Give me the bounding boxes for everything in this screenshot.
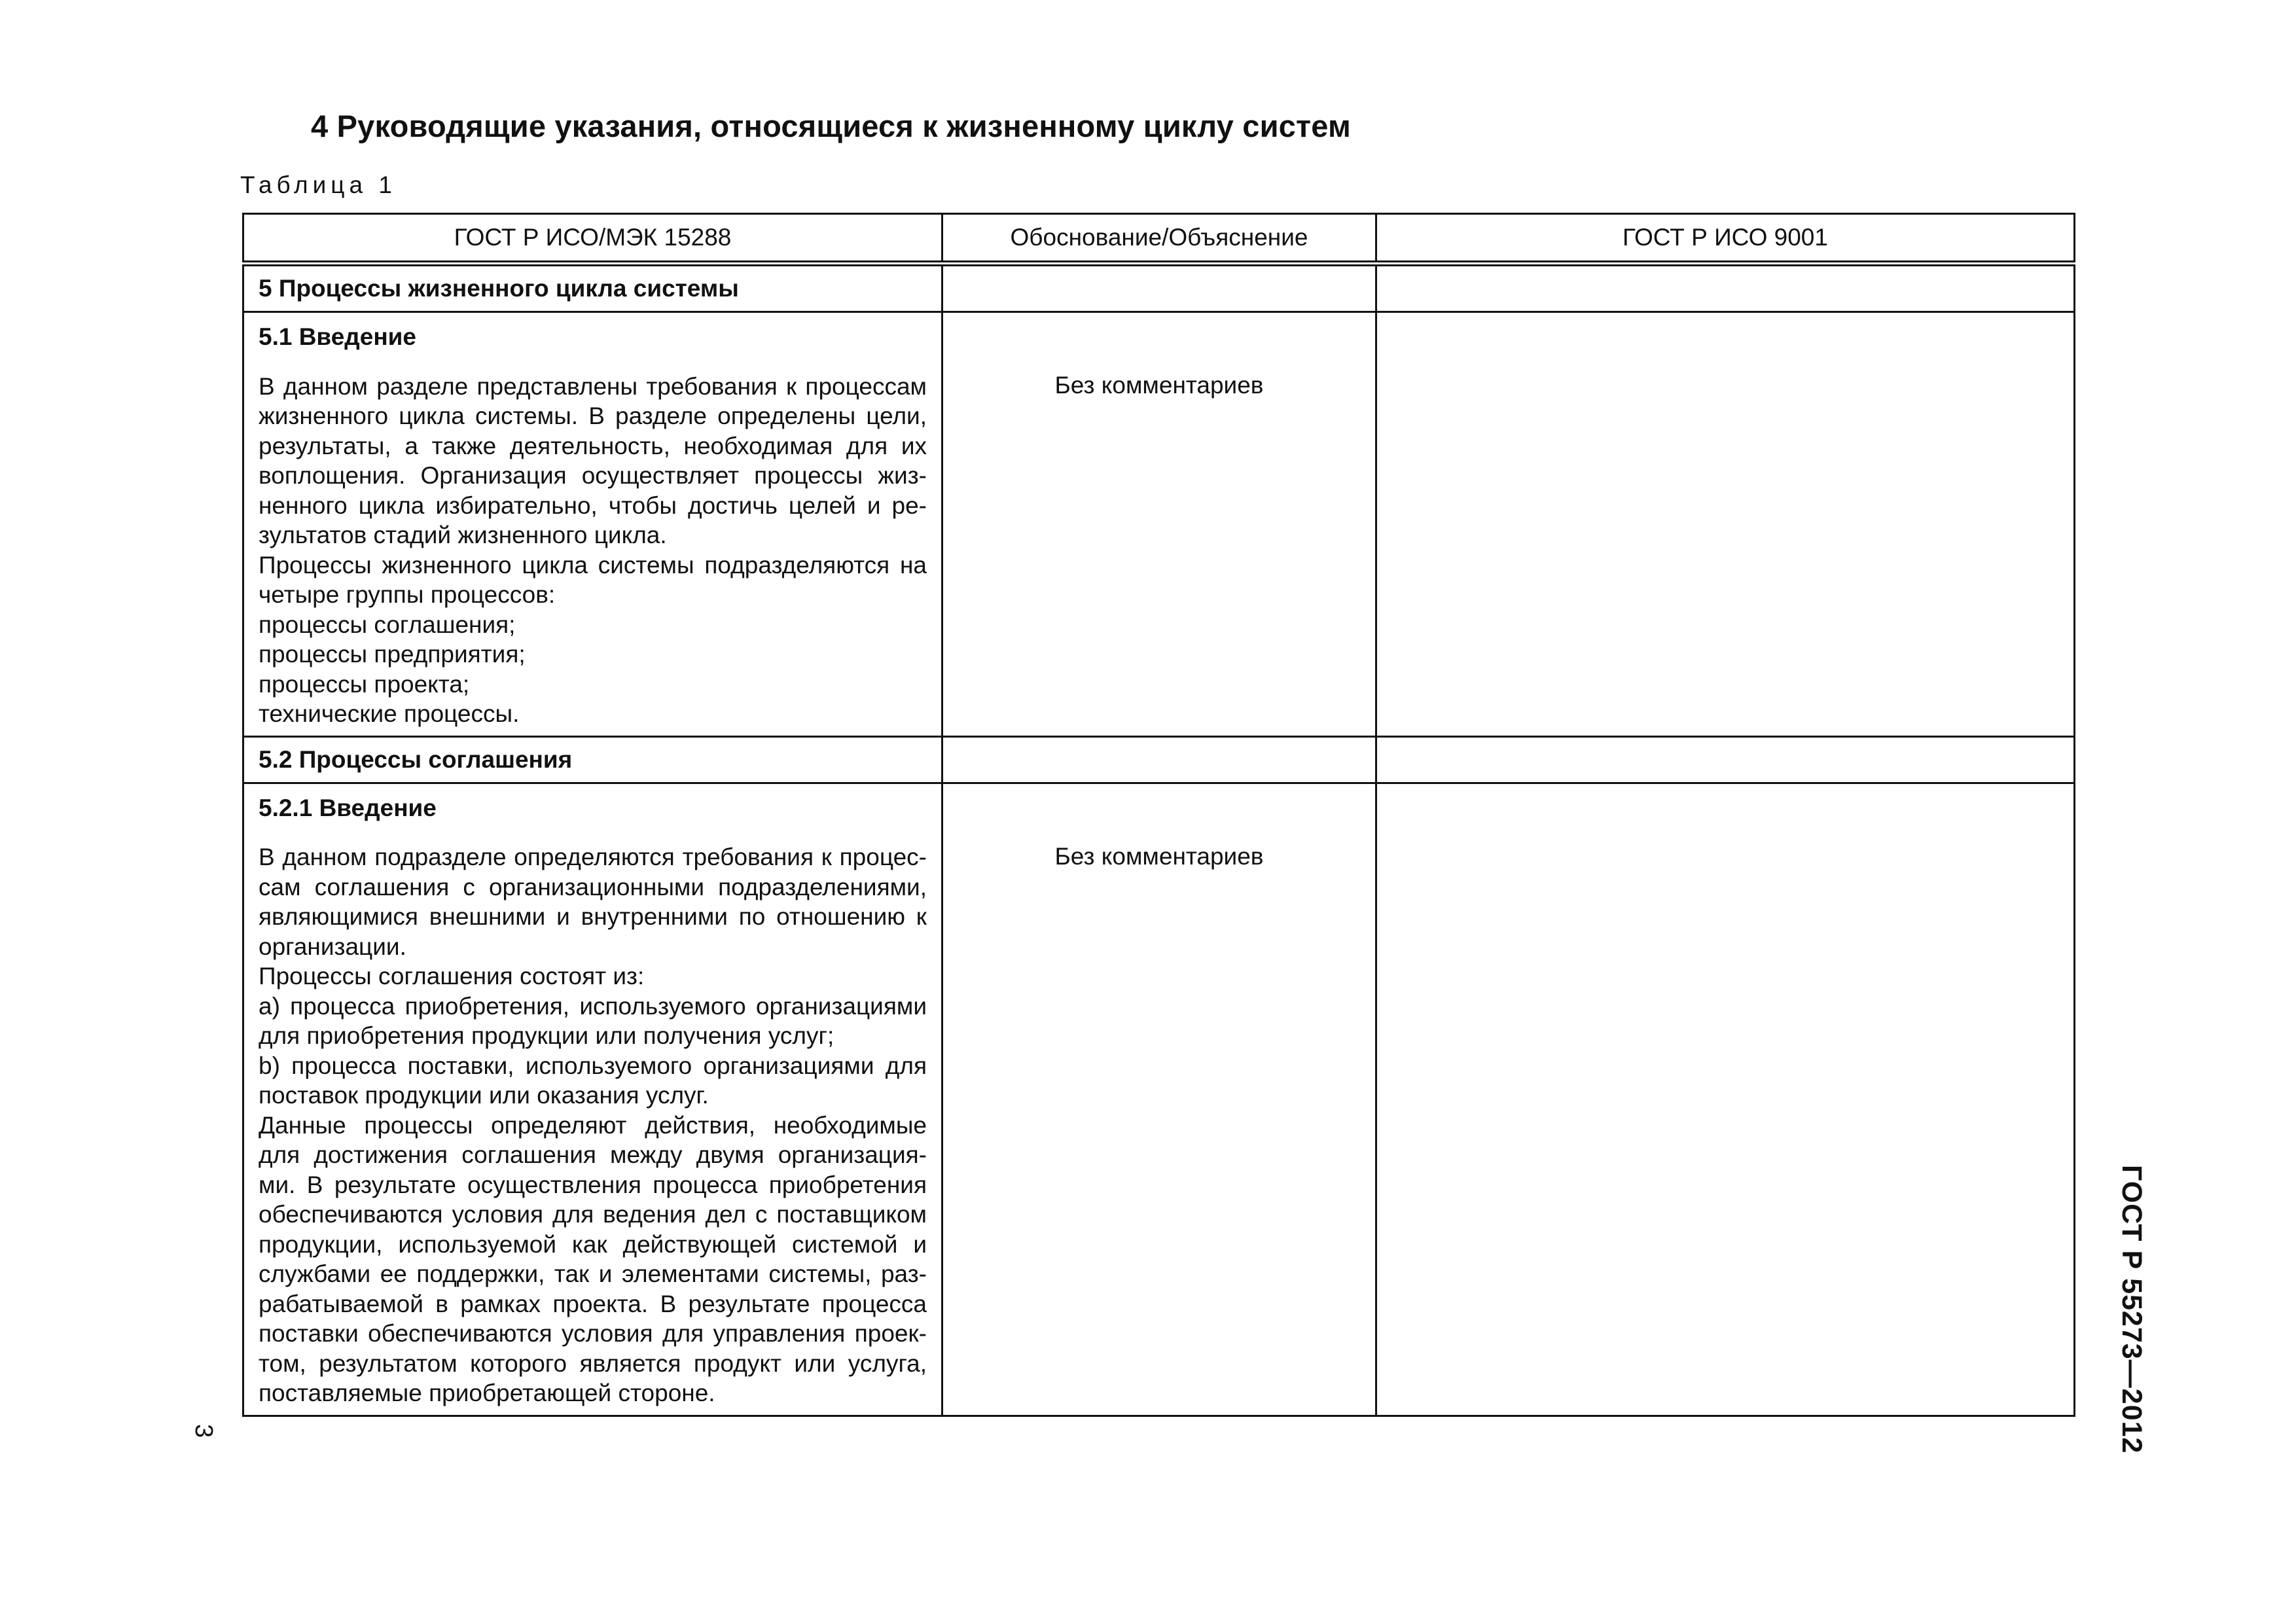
standard-code: ГОСТ Р 55273—2012 <box>2116 1165 2147 1454</box>
empty-cell <box>1376 264 2075 312</box>
table-header-row <box>243 214 2075 264</box>
header-gost-9001: ГОСТ Р ИСО 9001 <box>1376 214 2075 264</box>
table-row <box>243 312 2075 737</box>
table-row <box>243 736 2075 783</box>
list-item: процессы предприятия; <box>259 641 526 668</box>
section-title-cell <box>243 736 942 783</box>
comment-cell <box>942 312 1376 737</box>
clause-title: 5.1 Введение <box>259 323 417 350</box>
section-title: 5.2 Процессы соглашения <box>259 745 573 773</box>
clause-paragraph: Процессы жизненного цикла системы подразделяются на четыре группы процессов: <box>259 551 927 608</box>
comment-text: Без комментариев <box>1054 372 1264 399</box>
table-caption: Таблица 1 <box>240 171 397 198</box>
list-item: технические процессы. <box>259 700 520 727</box>
list-item: процессы проекта; <box>259 670 470 698</box>
list-item: a) процесса приобретения, используемого организациями для приобретения продукции или получения услуг; <box>259 992 927 1049</box>
comment-text: Без комментариев <box>1054 842 1264 870</box>
empty-cell <box>1376 736 2075 783</box>
comment-cell <box>942 783 1376 1416</box>
empty-cell <box>1376 783 2075 1416</box>
section-title: 5 Процессы жизненного цикла системы <box>259 275 739 302</box>
table-row <box>243 783 2075 1416</box>
clause-paragraph: Данные процессы определяют действия, необходимые для достижения соглашения между двумя организация-ми. В результате осуществления процесса приобретения обеспечиваются условия для ведения дел с поставщиком продукции, используемой как действующей системой и службами ее поддержки, так и элементами системы, раз-рабатываемой в рамках проекта. В результате процесса поставки обеспечиваются условия для управления проек-том, результатом которого является продукт или услуга, поставляемые приобретающей стороне. <box>259 1111 927 1406</box>
clause-title: 5.2.1 Введение <box>259 794 437 821</box>
table-row <box>243 264 2075 312</box>
header-gost-15288: ГОСТ Р ИСО/МЭК 15288 <box>243 214 942 264</box>
empty-cell <box>942 736 1376 783</box>
empty-cell <box>942 264 1376 312</box>
list-item: b) процесса поставки, используемого организациями для поставок продукции или оказания услуг. <box>259 1052 927 1109</box>
clause-paragraph: В данном подразделе определяются требования к процес-сам соглашения с организационными подразделениями, являющимися внешними и внутренними по отношению к организации. <box>259 844 927 960</box>
clause-cell <box>243 312 942 737</box>
clause-cell <box>243 783 942 1416</box>
section-title-cell <box>243 264 942 312</box>
page-number: 3 <box>190 1423 218 1438</box>
section-heading: 4 Руководящие указания, относящиеся к жизненному циклу систем <box>311 109 1351 143</box>
header-rationale: Обоснование/Объяснение <box>942 214 1376 264</box>
empty-cell <box>1376 312 2075 737</box>
list-item: процессы соглашения; <box>259 611 516 638</box>
clause-paragraph: В данном разделе представлены требования к процессам жизненного цикла системы. В разделе определены цели, результаты, а также деятельность, необходимая для их воплощения. Организация осуществляет процессы жиз-ненного цикла избирательно, чтобы достичь целей и ре-зультатов стадий жизненного цикла. <box>259 372 927 548</box>
requirements-table <box>242 213 2075 1417</box>
clause-paragraph: Процессы соглашения состоят из: <box>259 963 645 990</box>
